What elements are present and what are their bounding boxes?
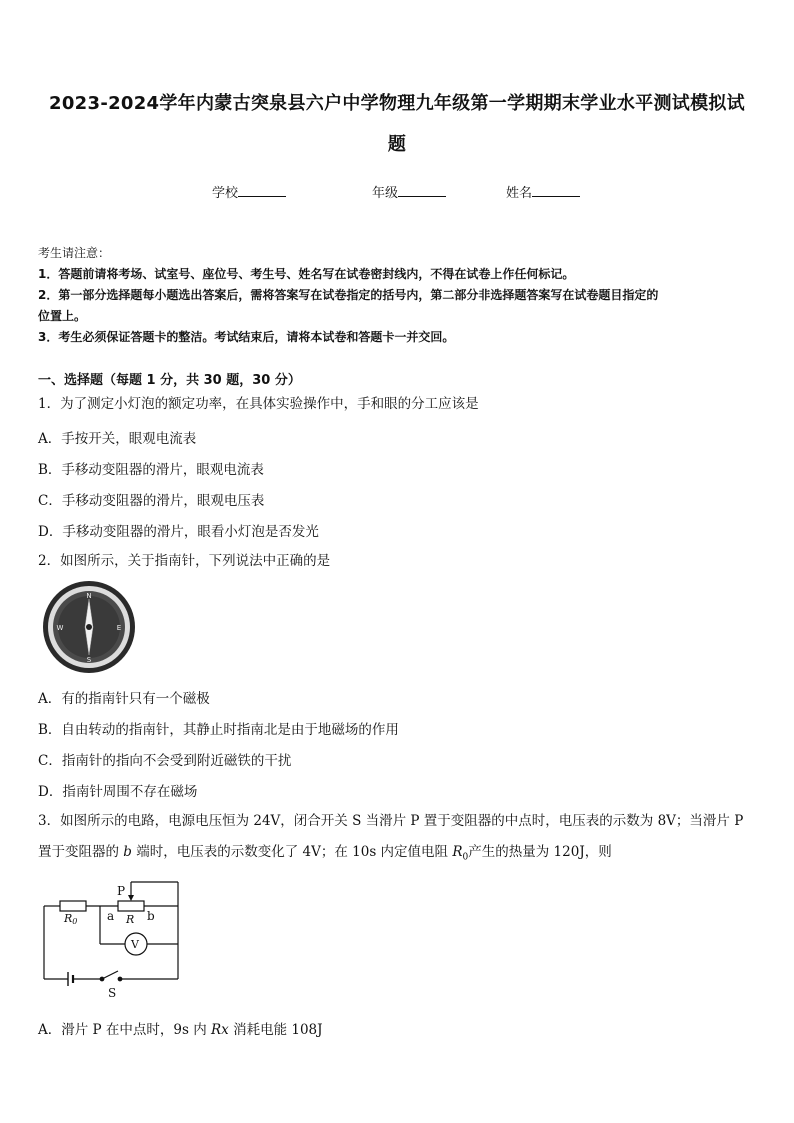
compass-n: N <box>86 592 92 600</box>
q2-option-b: B．自由转动的指南针，其静止时指南北是由于地磁场的作用 <box>38 722 399 738</box>
exam-title-line2: 题 <box>387 134 407 155</box>
grade-blank[interactable] <box>398 184 446 197</box>
q1-option-a: A．手按开关，眼观电流表 <box>38 431 197 447</box>
q1-option-c: C．手移动变阻器的滑片，眼观电压表 <box>38 493 265 509</box>
q1-option-b: B．手移动变阻器的滑片，眼观电流表 <box>38 462 264 478</box>
school-blank[interactable] <box>238 184 286 197</box>
label-a: a <box>107 909 115 923</box>
compass-figure <box>38 577 140 677</box>
circuit-diagram <box>38 876 188 1000</box>
q1-option-d: D．手移动变阻器的滑片，眼看小灯泡是否发光 <box>38 524 319 540</box>
notice-item-2-cont: 位置上。 <box>38 309 87 323</box>
label-v: V <box>131 938 139 951</box>
notice-item-1: 1．答题前请将考场、试室号、座位号、考生号、姓名写在试卷密封线内，不得在试卷上作任何标记。 <box>38 267 575 281</box>
label-r: R <box>126 913 135 926</box>
compass-s: S <box>86 656 92 664</box>
q2-stem: 2．如图所示，关于指南针，下列说法中正确的是 <box>38 553 331 569</box>
q2-option-d: D．指南针周围不存在磁场 <box>38 784 198 800</box>
name-blank[interactable] <box>532 184 580 197</box>
q1-stem: 1．为了测定小灯泡的额定功率，在具体实验操作中，手和眼的分工应该是 <box>38 396 479 412</box>
q3-option-a: A．滑片 P 在中点时，9s 内 Rx 消耗电能 108J <box>38 1022 323 1038</box>
grade-field: 年级 <box>372 182 446 201</box>
notice-block <box>38 243 758 348</box>
notice-head: 考生请注意： <box>38 246 111 260</box>
q2-option-c: C．指南针的指向不会受到附近磁铁的干扰 <box>38 753 292 769</box>
compass-w: W <box>56 624 64 632</box>
notice-item-3: 3．考生必须保证答题卡的整洁。考试结束后，请将本试卷和答题卡一并交回。 <box>38 330 455 344</box>
rheostat-r <box>118 901 144 911</box>
label-s: S <box>108 986 117 1000</box>
exam-title-line1: 2023-2024学年内蒙古突泉县六户中学物理九年级第一学期期末学业水平测试模拟试 <box>49 93 745 114</box>
label-p: P <box>117 884 126 898</box>
q3-stem-line1: 3．如图所示的电路，电源电压恒为 24V，闭合开关 S 当滑片 P 置于变阻器的中点时，电压表的示数为 8V；当滑片 P <box>38 813 744 829</box>
q2-option-a: A．有的指南针只有一个磁极 <box>38 691 210 707</box>
name-field: 姓名 <box>506 182 580 201</box>
label-r0: R0 <box>64 912 78 926</box>
school-field: 学校 <box>212 182 286 201</box>
q3-stem-line2: 置于变阻器的 b 端时，电压表的示数变化了 4V；在 10s 内定值电阻 $R_0$产生的热量为 120J，则 <box>38 844 612 863</box>
resistor-r0 <box>60 901 86 911</box>
label-b: b <box>147 909 155 923</box>
compass-e: E <box>116 624 122 632</box>
section-heading: 一、选择题（每题 1 分，共 30 题，30 分） <box>38 373 301 388</box>
notice-item-2: 2．第一部分选择题每小题选出答案后，需将答案写在试卷指定的括号内，第二部分非选择题答案写在试卷题目指定的 <box>38 288 659 302</box>
